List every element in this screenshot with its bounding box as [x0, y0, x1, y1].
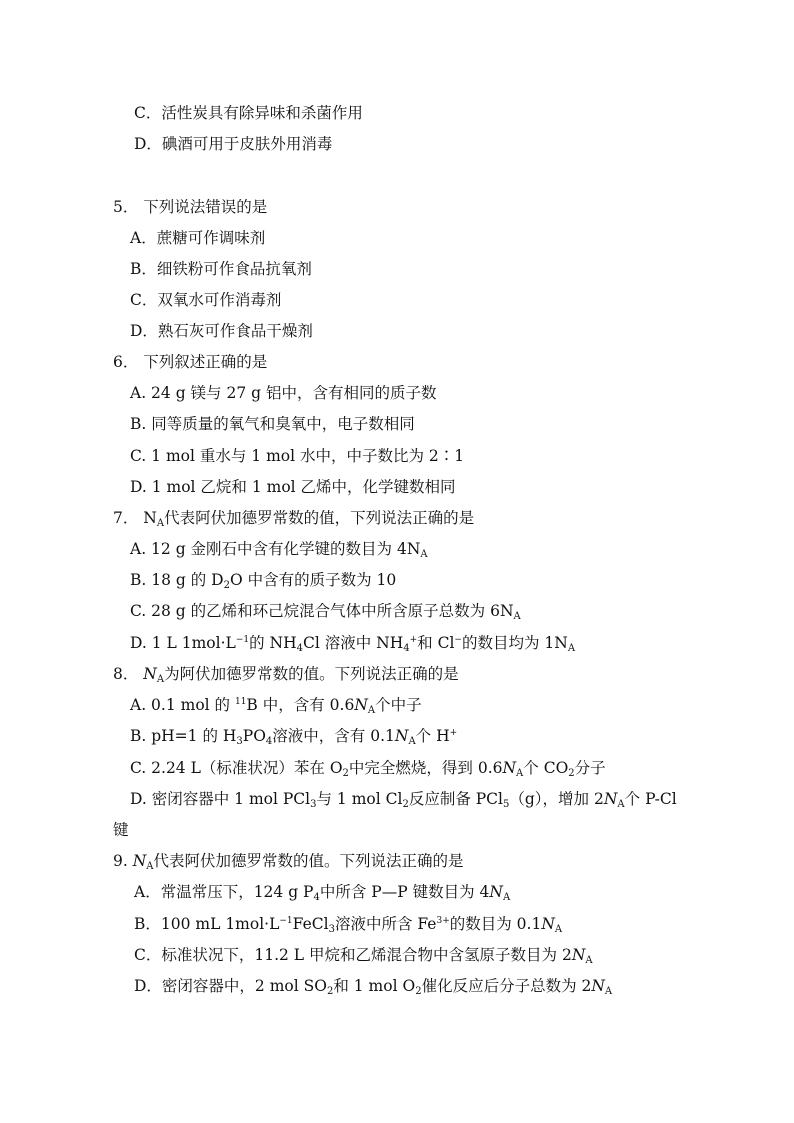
q8-option-a: A. 0.1 mol 的 $^{11}$B 中，含有 $0.6N_A$个中子: [130, 696, 422, 716]
q4-option-d: D．碘酒可用于皮肤外用消毒: [134, 135, 333, 153]
q6-stem: 6． 下列叙述正确的是: [113, 353, 268, 371]
q6-option-c: C. 1 mol 重水与 1 mol 水中，中子数比为 2∶1: [130, 447, 465, 465]
q9-option-b: B．100 mL $1mol\cdot L^{-1}FeCl_3$溶液中所含 $Fe^{3+}$的数目为 $0.1N_A$: [134, 915, 563, 935]
q5-option-c: C．双氧水可作消毒剂: [130, 291, 282, 309]
q7-option-b: B. 18 g 的 $D_2O$ 中含有的质子数为 10: [130, 571, 397, 591]
q7-option-c: C. 28 g 的乙烯和环己烷混合气体中所含原子总数为 $6N_A$: [130, 602, 521, 622]
q8-option-d: D. 密闭容器中 1 mol PCl$_3$与 1 mol $Cl_2$反应制备 PCl$_5$（g），增加 $2N_A$个 P-Cl: [130, 790, 677, 810]
q9-option-a: A．常温常压下，124 g $P_4$中所含 P—P 键数目为 $4N_A$: [134, 883, 511, 903]
q9-option-c: C．标准状况下，11.2 L 甲烷和乙烯混合物中含氢原子数目为 $2N_A$: [134, 946, 593, 966]
q7-option-d: D. 1 L $1mol\cdot L^{-1}$的 $NH_4Cl$ 溶液中 $NH_4^+$和 Cl−的数目均为 $1N_A$: [130, 634, 576, 654]
q7-option-a: A. 12 g 金刚石中含有化学键的数目为 $4N_A$: [130, 540, 428, 560]
q6-option-d: D. 1 mol 乙烷和 1 mol 乙烯中，化学键数相同: [130, 478, 456, 496]
q5-option-d: D．熟石灰可作食品干燥剂: [130, 322, 313, 340]
q5-option-b: B．细铁粉可作食品抗氧剂: [130, 260, 312, 278]
q9-option-d: D．密闭容器中，2 mol $SO_2$和 1 mol $O_2$催化反应后分子总数为 $2N_A$: [134, 977, 613, 997]
q5-stem: 5． 下列说法错误的是: [113, 198, 268, 216]
q8-option-d-continuation: 键: [113, 821, 129, 839]
q6-option-b: B. 同等质量的氧气和臭氧中，电子数相同: [130, 415, 415, 433]
q8-option-c: C. 2.24 L（标准状况）苯在 $O_2$中完全燃烧，得到 $0.6N_A$个 $CO_2$分子: [130, 759, 606, 779]
q5-option-a: A．蔗糖可作调味剂: [130, 229, 266, 247]
q9-stem: 9. $N_A$代表阿伏加德罗常数的值。下列说法正确的是: [113, 852, 464, 872]
q4-option-c: C．活性炭具有除异味和杀菌作用: [134, 104, 363, 122]
q8-option-b: B. pH=1 的 $H_3PO_4$溶液中，含有 $0.1N_A$个 H+: [130, 727, 458, 747]
q6-option-a: A. 24 g 镁与 27 g 铝中，含有相同的质子数: [130, 384, 437, 402]
q7-stem: 7． $N_A$代表阿伏加德罗常数的值，下列说法正确的是: [113, 509, 475, 529]
q8-stem: 8． $N_A$为阿伏加德罗常数的值。下列说法正确的是: [113, 665, 459, 685]
